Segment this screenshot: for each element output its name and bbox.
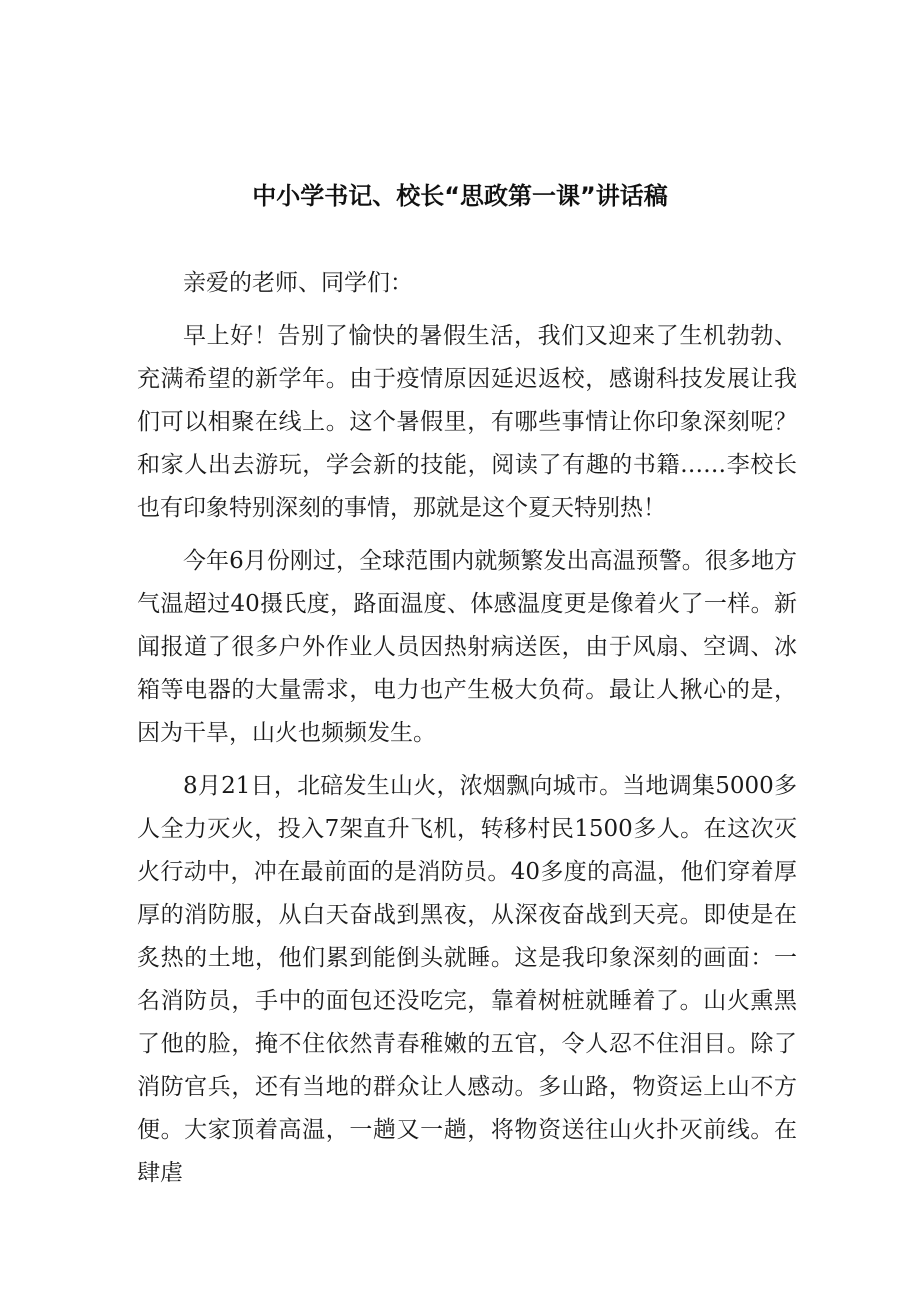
body-paragraph-3: 8月21日，北碚发生山火，浓烟飘向城市。当地调集5000多人全力灭火，投入7架直升飞机，转移村民1500多人。在这次灭火行动中，冲在最前面的是消防员。40多度的高温，他们穿着厚厚的消防服，从白天奋战到黑夜，从深夜奋战到天亮。即使是在炙热的土地，他们累到能倒头就睡。这是我印象深刻的画面：一名消防员，手中的面包还没吃完，靠着树桩就睡着了。山火熏黑了他的脸，掩不住依然青春稚嫩的五官，令人忍不住泪目。除了消防官兵，还有当地的群众让人感动。多山路，物资运上山不方便。大家顶着高温，一趟又一趟，将物资送往山火扑灭前线。在肆虐 — [137, 773, 797, 1186]
body-paragraph-1: 早上好！告别了愉快的暑假生活，我们又迎来了生机勃勃、充满希望的新学年。由于疫情原因延迟返校，感谢科技发展让我们可以相聚在线上。这个暑假里，有哪些事情让你印象深刻呢？和家人出去游玩，学会新的技能，阅读了有趣的书籍……李校长也有印象特别深刻的事情，那就是这个夏天特别热！ — [137, 323, 797, 521]
body-paragraph-2: 今年6月份刚过，全球范围内就频繁发出高温预警。很多地方气温超过40摄氏度，路面温度、体感温度更是像着火了一样。新闻报道了很多户外作业人员因热射病送医，由于风扇、空调、冰箱等电器的大量需求，电力也产生极大负荷。最让人揪心的是，因为干旱，山火也频频发生。 — [137, 548, 797, 746]
document-body — [137, 262, 797, 1205]
greeting-paragraph: 亲爱的老师、同学们： — [183, 270, 413, 296]
document-title: 中小学书记、校长“思政第一课”讲话稿 — [252, 182, 668, 210]
